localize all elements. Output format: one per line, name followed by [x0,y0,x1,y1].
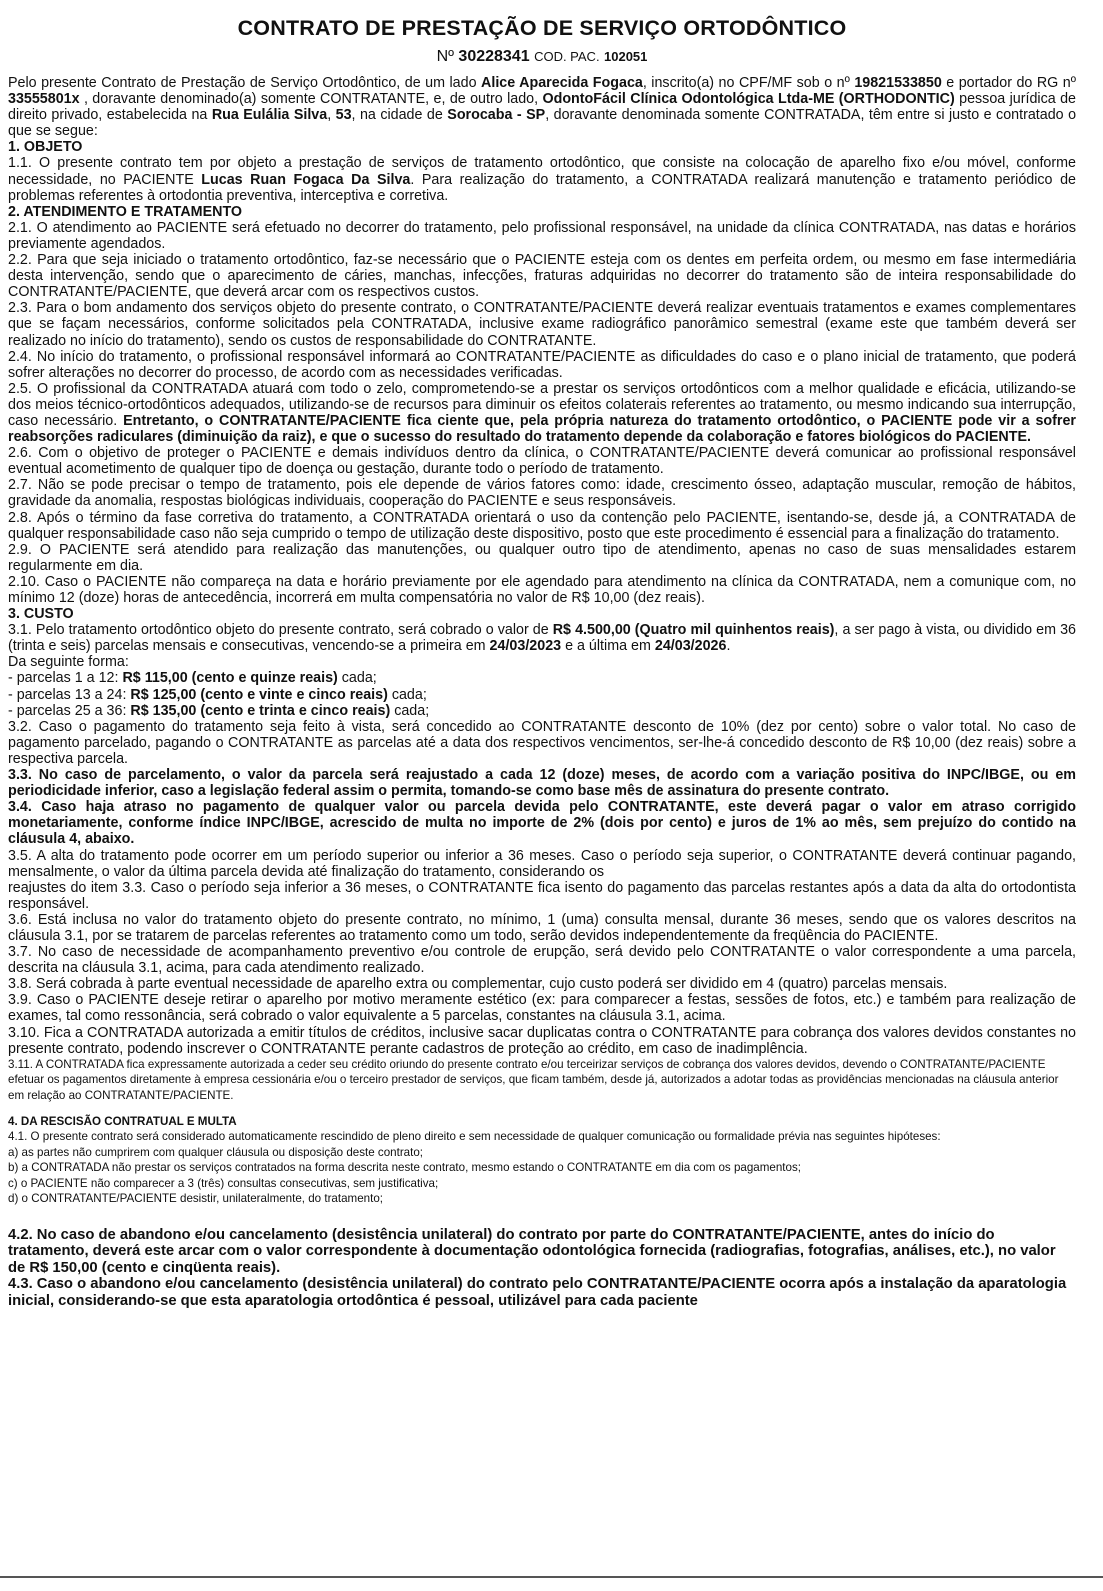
section-heading-rescisao: 4. DA RESCISÃO CONTRATUAL E MULTA [8,1114,237,1128]
first-due-date: 24/03/2023 [489,638,562,655]
company-address: Rua Eulália Silva [211,107,328,124]
page-bottom-rule [0,1576,1103,1578]
total-value: R$ 4.500,00 (Quatro mil quinhentos reais) [552,622,835,639]
contract-body [8,75,1076,1309]
section-heading-objeto: 1. OBJETO [8,139,83,156]
contract-number-line [8,48,1076,66]
intro-text: , na cidade de [351,107,448,124]
client-name: Alice Aparecida Fogaca [481,75,643,91]
clause-text: 2.5. O profissional da CONTRATADA atuará com todo o zelo, comprometendo-se a prestar os serviços ortodônticos com a melhor qualidade e eficácia, utilizando-se dos meios técnico-ortodônticos adequados, utilizando-se de recursos para diminuir os efeitos colaterais referentes ao tratamento, ou mesmo indicando sua interrupção, caso necessário. [8,380,1076,429]
clause-2-7: 2.7. Não se pode precisar o tempo de tratamento, pois ele depende de vários fatores como: idade, crescimento ósseo, adaptação muscular, remoção de hábitos, gravidade da anomalia, respostas biológicas individuais, cooperação do PACIENTE e seus responsáveis. [8,477,1076,510]
installment-1 [8,670,1076,686]
clause-2-5-warning: Entretanto, o CONTRATANTE/PACIENTE fica ciente que, pela própria natureza do tratamento ortodôntico, o PACIENTE pode vir a sofrer reabsorções radiculares (diminuição da raiz), e que o sucesso do resultado do tratamento depende da colaboração e fatores biológicos do PACIENTE. [8,412,1077,446]
clause-3-5a: 3.5. A alta do tratamento pode ocorrer em um período superior ou inferior a 36 meses. Caso o período seja superior, o CONTRATANTE deverá continuar pagando, mensalmente, o valor da última parcela devida até finalização do tratamento, considerando os [8,847,1076,880]
clause-3-8: 3.8. Será cobrada à parte eventual necessidade de aparelho extra ou complementar, cujo custo poderá ser dividido em 4 (quatro) parcelas mensais. [8,976,948,993]
clause-text: . Para realização do tratamento, a CONTRATADA realizará manutenção e tratamento periódico de problemas referentes à ortodontia preventiva, interceptiva e corretiva. [8,171,1076,204]
clause-2-4: 2.4. No início do tratamento, o profissional responsável informará ao CONTRATANTE/PACIENTE as dificuldades do caso e o plano inicial de tratamento, que poderá sofrer alterações no decorrer do processo, de acordo com as necessidades verificadas. [8,348,1076,381]
payment-form-label: Da seguinte forma: [8,654,129,671]
installment-3 [8,703,1076,719]
clause-3-3: 3.3. No caso de parcelamento, o valor da parcela será reajustado a cada 12 (doze) meses, de acordo com a variação positiva do INPC/IBGE, ou em periodicidade inferior, caso a legislação federal assim o permita, tomando-se como base mês de assinatura do presente contrato. [8,767,1076,800]
installment-value: R$ 125,00 (cento e vinte e cinco reais) [130,686,388,703]
intro-text: pessoa jurídica de direito privado, estabelecida na [8,91,1076,124]
installment-value: R$ 135,00 (cento e trinta e cinco reais) [130,702,391,719]
installment-suffix: cada; [390,702,430,719]
intro-text: e portador do RG nº [941,75,1076,91]
clause-2-3: 2.3. Para o bom andamento dos serviços objeto do presente contrato, o CONTRATANTE/PACIENTE deverá realizar eventuais tratamentos e exames complementares que se façam necessários, conforme solicitados pela CONTRATADA, inclusive exame radiográfico panorâmico semestral (exame este que também deverá ser realizado no início do tratamento), sendo os custos de responsabilidade do CONTRATANTE. [8,300,1076,349]
intro-text: , doravante denominado(a) somente CONTRATANTE, e, de outro lado, [79,91,543,108]
clause-3-1 [8,622,1076,654]
client-rg: 33555801x [8,91,80,108]
clause-2-5 [8,381,1076,445]
installment-label: - parcelas 13 a 24: [8,686,131,703]
clause-3-6: 3.6. Está inclusa no valor do tratamento objeto do presente contrato, no mínimo, 1 (uma) consulta mensal, durante 36 meses, sendo que os valores descritos na cláusula 3.1, por se tratarem de parcelas referentes ao tratamento como um todo, serão devidos independentemente da freqüência do PACIENTE. [8,911,1076,944]
clause-3-10: 3.10. Fica a CONTRATADA autorizada a emitir títulos de créditos, inclusive sacar duplicatas contra o CONTRATANTE para cobrança dos valores devidos constantes no presente contrato, podendo inscrever o CONTRATANTE perante cadastros de proteção ao crédito, em caso de inadimplência. [8,1024,1076,1057]
intro-text: , [327,107,336,124]
installment-2 [8,687,1076,703]
section-heading-custo: 3. CUSTO [8,606,74,623]
clause-3-5b: reajustes do item 3.3. Caso o período seja inferior a 36 meses, o CONTRATANTE fica isento do pagamento das parcelas restantes após a data da alta do ortodontista responsável. [8,879,1076,912]
clause-4-1-c: c) o PACIENTE não comparecer a 3 (três) consultas consecutivas, sem justificativa; [8,1176,439,1190]
contract-number: 30228341 [458,48,530,65]
company-address-number: 53 [335,107,352,124]
intro-text: Pelo presente Contrato de Prestação de Serviço Ortodôntico, de um lado [8,75,482,91]
installment-label: - parcelas 25 a 36: [8,702,131,719]
contract-title: CONTRATO DE PRESTAÇÃO DE SERVIÇO ORTODÔNTICO [237,16,847,40]
intro-text: , inscrito(a) no CPF/MF sob o nº [642,75,855,91]
client-cpf: 19821533850 [854,75,942,91]
cod-pac-label: COD. PAC. [534,49,600,64]
clause-3-7: 3.7. No caso de necessidade de acompanhamento preventivo e/ou controle de erupção, será devido pelo CONTRATANTE o valor correspondente a uma parcela, descrita na cláusula 3.1, acima, para cada atendimento realizado. [8,944,1076,977]
intro-paragraph [8,75,1076,139]
section-heading-atendimento: 2. ATENDIMENTO E TRATAMENTO [8,203,243,220]
company-name: OdontoFácil Clínica Odontológica Ltda-ME (ORTHODONTIC) [542,91,955,108]
clause-text: , a ser pago à vista, ou dividido em 36 (trinta e seis) parcelas mensais e consecutivas, vencendo-se a primeira em [8,622,1076,655]
installment-label: - parcelas 1 a 12: [8,670,123,687]
clause-2-10: 2.10. Caso o PACIENTE não compareça na data e horário previamente por ele agendado para atendimento na clínica da CONTRATADA, nem a comunique com, no mínimo 12 (doze) horas de antecedência, incorrerá em multa compensatória no valor de R$ 10,00 (dez reais). [8,573,1076,606]
clause-2-9: 2.9. O PACIENTE será atendido para realização das manutenções, ou qualquer outro tipo de atendimento, apenas no caso de suas mensalidades estarem regularmente em dia. [8,541,1076,574]
clause-text: . [726,638,731,655]
clause-3-4: 3.4. Caso haja atraso no pagamento de qualquer valor ou parcela devida pelo CONTRATANTE, este deverá pagar o valor em atraso corrigido monetariamente, conforme índice INPC/IBGE, acrescido de multa no importe de 2% (dois por cento) e juros de 1% ao mês, sem prejuízo do contido na cláusula 4, abaixo. [8,799,1076,848]
clause-1-1 [8,155,1076,203]
installment-value: R$ 115,00 (cento e quinze reais) [122,670,338,687]
small-print-section [8,1057,1076,1207]
clause-4-1-a: a) as partes não cumprirem com qualquer cláusula ou disposição deste contrato; [8,1145,424,1159]
number-prefix: Nº [436,48,459,65]
clause-2-6: 2.6. Com o objetivo de proteger o PACIENTE e demais indivíduos dentro da clínica, o CONTRATANTE/PACIENTE deverá comunicar ao profissional responsável eventual acometimento de qualquer tipo de doença ou gestação, durante todo o período de tratamento. [8,445,1076,478]
clause-text: 3.1. Pelo tratamento ortodôntico objeto do presente contrato, será cobrado o valor de [8,622,553,639]
clause-2-8: 2.8. Após o término da fase corretiva do tratamento, a CONTRATADA orientará o uso da contenção pelo PACIENTE, isentando-se, desde já, a CONTRATADA de qualquer responsabilidade caso não seja cumprido o tempo de utilização deste dispositivo, posto que este procedimento é essencial para a finalização do tratamento. [8,509,1076,542]
clause-3-9: 3.9. Caso o PACIENTE deseje retirar o aparelho por motivo meramente estético (ex: para comparecer a festas, sessões de fotos, etc.) e também para realização de exames, tal como ressonância, será cobrado o valor equivalente a 5 parcelas, constantes na cláusula 3.1, acima. [8,992,1076,1025]
installment-suffix: cada; [387,686,427,703]
last-due-date: 24/03/2026 [654,638,727,655]
intro-text: , doravante denominada somente CONTRATADA, têm entre si justo e contratado o que se segue: [8,107,1077,140]
company-city: Sorocaba - SP [447,107,546,124]
spacer [8,1104,1076,1114]
clause-4-3: 4.3. Caso o abandono e/ou cancelamento (desistência unilateral) do contrato pelo CONTRATANTE/PACIENTE ocorra após a instalação da aparatologia inicial, considerando-se que esta aparatologia ortodôntica é pessoal, utilizável para cada paciente [8,1276,1067,1309]
clause-2-2: 2.2. Para que seja iniciado o tratamento ortodôntico, faz-se necessário que o PACIENTE esteja com os dentes em perfeita ordem, ou mesmo em fase intermediária desta intervenção, sendo que o aparecimento de cáries, manchas, infecções, fraturas adquiridas no decorrer do tratamento são de inteira responsabilidade do CONTRATANTE/PACIENTE, que deverá arcar com os respectivos custos. [8,252,1076,301]
clause-3-11: 3.11. A CONTRATADA fica expressamente autorizada a ceder seu crédito oriundo do presente contrato e/ou terceirizar serviços de cobrança dos valores devidos, devendo o CONTRATANTE/PACIENTE efetuar os pagamentos diretamente à empresa cessionária e/ou o terceiro prestador de serviços, que ficam também, desde já, autorizados a adotar todas as providências mencionadas na cláusula anterior em relação ao CONTRATANTE/PACIENTE. [8,1057,1059,1102]
clause-4-2: 4.2. No caso de abandono e/ou cancelamento (desistência unilateral) do contrato por parte do CONTRATANTE/PACIENTE, antes do início do tratamento, deverá este arcar com o valor correspondente à documentação odontológica fornecida (radiografias, fotografias, análises, etc.), no valor de R$ 150,00 (cento e cinqüenta reais). [8,1227,1056,1276]
clause-text: 1.1. O presente contrato tem por objeto a prestação de serviços de tratamento ortodôntico, que consiste na colocação de aparelho fixo e/ou móvel, conforme necessidade, no PACIENTE [8,155,1076,188]
clause-3-2: 3.2. Caso o pagamento do tratamento seja feito à vista, será concedido ao CONTRATANTE desconto de 10% (dez por cento) sobre o valor total. No caso de pagamento parcelado, pagando o CONTRATANTE as parcelas até a data dos respectivos vencimentos, ser-lhe-á concedido desconto de R$ 10,00 (dez reais) sobre a respectiva parcela. [8,718,1076,767]
clause-text: e a última em [561,638,655,655]
clause-4-1-b: b) a CONTRATADA não prestar os serviços contratados na forma descrita neste contrato, mesmo estando o CONTRATANTE em dia com os pagamentos; [8,1161,801,1175]
clause-4-1: 4.1. O presente contrato será considerado automaticamente rescindido de pleno direito e sem necessidade de qualquer comunicação ou formalidade prévia nas seguintes hipóteses: [8,1130,941,1144]
clause-4-1-d: d) o CONTRATANTE/PACIENTE desistir, unilateralmente, do tratamento; [8,1192,383,1206]
cod-pac-value: 102051 [604,49,648,64]
installment-suffix: cada; [337,670,377,687]
patient-name: Lucas Ruan Fogaca Da Silva [201,171,411,188]
large-bold-section [8,1227,1076,1309]
spacer [8,1207,1076,1227]
clause-2-1: 2.1. O atendimento ao PACIENTE será efetuado no decorrer do tratamento, pelo profissional responsável, na unidade da clínica CONTRATADA, nas datas e horários previamente agendados. [8,219,1076,252]
